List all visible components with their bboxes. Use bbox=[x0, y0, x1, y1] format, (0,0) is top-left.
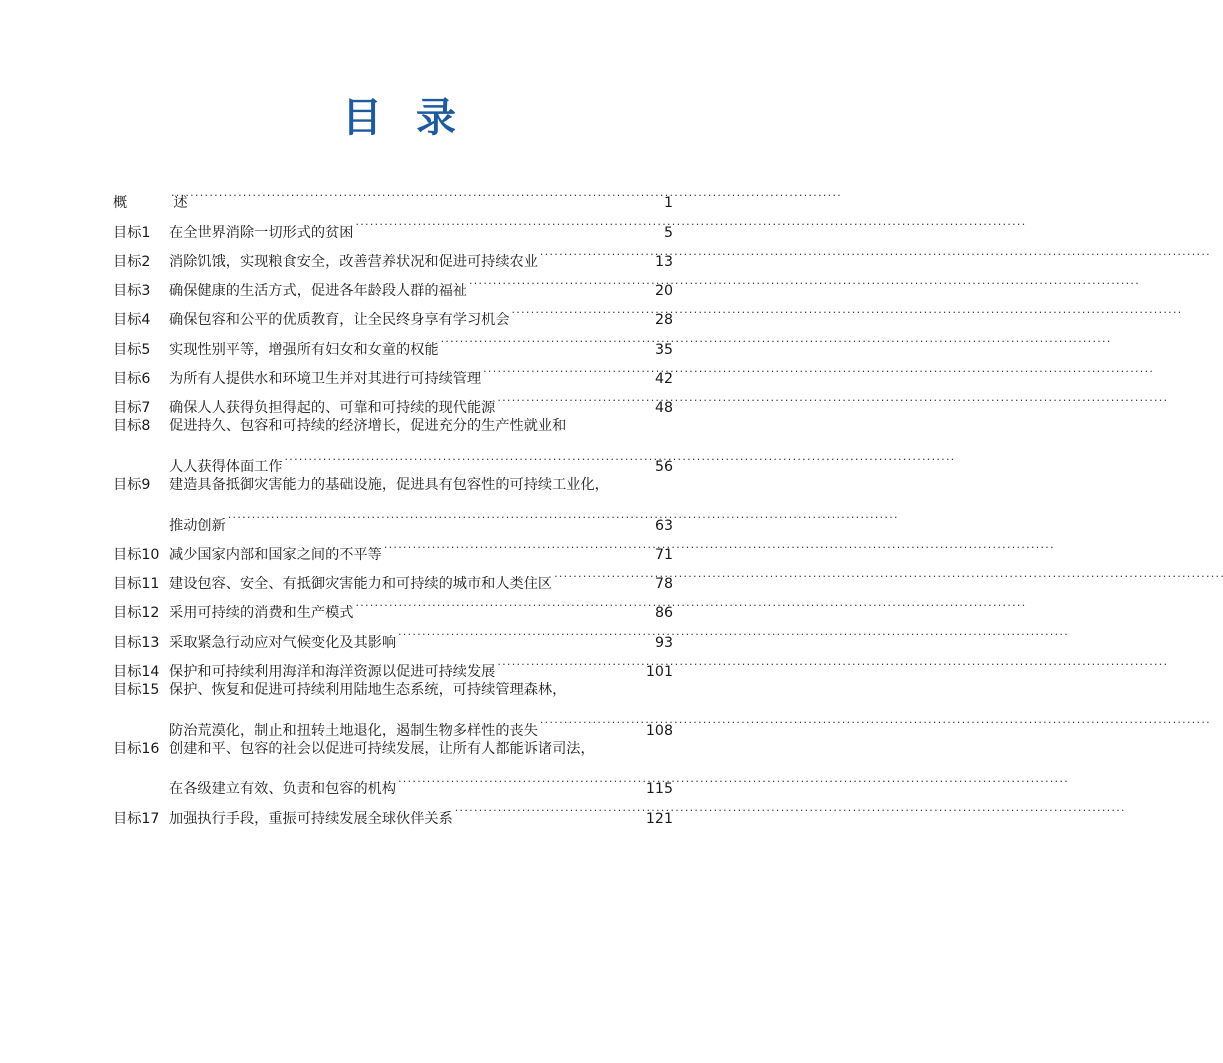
toc-page-number: 35 bbox=[654, 341, 673, 358]
toc-page-number: 63 bbox=[654, 517, 673, 534]
toc-line bbox=[113, 764, 673, 798]
toc-page-number: 13 bbox=[654, 253, 673, 270]
toc-dot-leader bbox=[512, 295, 653, 324]
toc-entry-title: 促进持久、包容和可持续的经济增长，促进充分的生产性就业和 bbox=[169, 418, 567, 435]
toc-entry-title: 消除饥饿，实现粮食安全，改善营养状况和促进可持续农业 bbox=[169, 253, 538, 270]
toc-entry[interactable] bbox=[113, 354, 673, 388]
toc-entry[interactable] bbox=[113, 617, 673, 651]
toc-line bbox=[113, 530, 673, 563]
toc-entry-title: 防治荒漠化，制止和扭转土地退化，遏制生物多样性的丧失 bbox=[169, 722, 538, 739]
toc-entry-title: 建造具备抵御灾害能力的基础设施，促进具有包容性的可持续工业化， bbox=[169, 476, 609, 493]
toc-entry[interactable] bbox=[113, 324, 673, 358]
toc-dot-leader bbox=[398, 764, 644, 793]
toc-entry-label: 目标10 bbox=[113, 546, 160, 563]
toc-entry-title: 减少国家内部和国家之间的不平等 bbox=[169, 546, 382, 563]
toc-dot-leader bbox=[455, 793, 644, 822]
toc-dot-leader bbox=[355, 207, 662, 236]
toc-line bbox=[113, 647, 673, 681]
toc-line bbox=[113, 207, 673, 241]
toc-page-number: 56 bbox=[654, 458, 673, 475]
toc-page-number: 86 bbox=[654, 605, 673, 622]
toc-page-number: 121 bbox=[645, 810, 673, 827]
toc-entry[interactable] bbox=[113, 178, 673, 212]
toc-entry-title: 确保健康的生活方式，促进各年龄段人群的福祉 bbox=[169, 283, 467, 300]
toc-entry[interactable] bbox=[113, 266, 673, 300]
toc-page-number: 115 bbox=[645, 781, 673, 798]
toc-dot-leader bbox=[384, 530, 653, 559]
toc-entry-title: 人人获得体面工作 bbox=[169, 458, 283, 475]
toc-entry-title: 采取紧急行动应对气候变化及其影响 bbox=[169, 634, 397, 651]
toc-line bbox=[113, 178, 673, 212]
toc-entry[interactable] bbox=[113, 559, 673, 593]
toc-page-number: 71 bbox=[654, 546, 673, 563]
toc-line bbox=[113, 617, 673, 651]
toc-entry-label: 概 述 bbox=[113, 195, 204, 212]
toc-entry-title: 在各级建立有效、负责和包容的机构 bbox=[169, 781, 397, 798]
toc-dot-leader bbox=[441, 324, 653, 353]
toc-line bbox=[113, 500, 673, 534]
toc-line bbox=[113, 735, 673, 764]
toc-entry-label: 目标5 bbox=[113, 341, 151, 358]
toc-page-number: 20 bbox=[654, 283, 673, 300]
toc-dot-leader bbox=[540, 705, 644, 734]
toc-entry-title: 确保包容和公平的优质教育，让全民终身享有学习机会 bbox=[169, 312, 510, 329]
toc-line bbox=[113, 354, 673, 388]
toc-entry-label: 目标15 bbox=[113, 682, 160, 699]
toc-entry[interactable] bbox=[113, 647, 673, 681]
toc-entry[interactable] bbox=[113, 793, 673, 827]
toc-entry-label: 目标17 bbox=[113, 810, 160, 827]
toc-dot-leader bbox=[483, 354, 653, 383]
toc-page-number: 42 bbox=[654, 371, 673, 388]
toc-dot-leader bbox=[398, 617, 653, 646]
toc-entry-label: 目标9 bbox=[113, 476, 151, 493]
toc-entry-title: 采用可持续的消费和生产模式 bbox=[169, 605, 354, 622]
toc-dot-leader bbox=[540, 237, 653, 266]
toc-line bbox=[113, 793, 673, 827]
toc-line bbox=[113, 442, 673, 475]
toc-entry[interactable] bbox=[113, 676, 673, 739]
toc-line bbox=[113, 588, 673, 622]
toc-dot-leader bbox=[469, 266, 653, 295]
page-title: 目 录 bbox=[342, 95, 466, 141]
toc-entry-label: 目标6 bbox=[113, 371, 151, 388]
toc-line bbox=[113, 676, 673, 705]
toc-page-number: 48 bbox=[654, 400, 673, 417]
toc-page-number: 108 bbox=[645, 722, 673, 739]
toc-dot-leader bbox=[355, 588, 652, 617]
toc-entry-label: 目标2 bbox=[113, 253, 151, 270]
toc-dot-leader bbox=[171, 178, 662, 207]
toc-line bbox=[113, 383, 673, 417]
toc-entry[interactable] bbox=[113, 295, 673, 329]
toc-entry-label: 目标4 bbox=[113, 312, 151, 329]
toc-entry-title: 为所有人提供水和环境卫生并对其进行可持续管理 bbox=[169, 371, 482, 388]
toc-page-number: 101 bbox=[645, 664, 673, 681]
toc-entry-label: 目标12 bbox=[113, 605, 160, 622]
toc-page-number: 1 bbox=[663, 195, 673, 212]
table-of-contents bbox=[113, 178, 673, 827]
toc-entry-label: 目标7 bbox=[113, 400, 151, 417]
toc-line bbox=[113, 295, 673, 329]
toc-entry-title: 建设包容、安全、有抵御灾害能力和可持续的城市和人类住区 bbox=[169, 576, 553, 593]
toc-entry-label: 目标3 bbox=[113, 283, 151, 300]
toc-entry-label: 目标11 bbox=[113, 576, 160, 593]
toc-entry[interactable] bbox=[113, 207, 673, 241]
toc-entry-label: 目标1 bbox=[113, 224, 151, 241]
toc-entry-title: 确保人人获得负担得起的、可靠和可持续的现代能源 bbox=[169, 400, 496, 417]
toc-entry[interactable] bbox=[113, 383, 673, 417]
toc-entry-label: 目标8 bbox=[113, 418, 151, 435]
toc-entry-title: 加强执行手段，重振可持续发展全球伙伴关系 bbox=[169, 810, 453, 827]
toc-page-number: 93 bbox=[654, 634, 673, 651]
toc-page-number: 5 bbox=[663, 224, 673, 241]
toc-entry[interactable] bbox=[113, 735, 673, 798]
toc-line bbox=[113, 237, 673, 270]
toc-page-number: 28 bbox=[654, 312, 673, 329]
toc-entry-label: 目标13 bbox=[113, 634, 160, 651]
toc-entry[interactable] bbox=[113, 588, 673, 622]
toc-line bbox=[113, 559, 673, 593]
toc-entry-title: 保护、恢复和促进可持续利用陆地生态系统，可持续管理森林， bbox=[169, 682, 567, 699]
toc-page-number: 78 bbox=[654, 576, 673, 593]
toc-line bbox=[113, 412, 673, 441]
toc-dot-leader bbox=[228, 500, 653, 529]
toc-entry-title: 在全世界消除一切形式的贫困 bbox=[169, 224, 354, 241]
toc-line bbox=[113, 324, 673, 358]
toc-entry-label: 目标16 bbox=[113, 740, 160, 757]
toc-dot-leader bbox=[554, 559, 653, 588]
toc-entry[interactable] bbox=[113, 237, 673, 270]
toc-entry[interactable] bbox=[113, 412, 673, 475]
toc-dot-leader bbox=[497, 647, 644, 676]
toc-dot-leader bbox=[497, 383, 653, 412]
toc-entry-label: 目标14 bbox=[113, 664, 160, 681]
toc-line bbox=[113, 266, 673, 300]
toc-dot-leader bbox=[285, 442, 653, 471]
toc-entry-title: 创建和平、包容的社会以促进可持续发展，让所有人都能诉诸司法， bbox=[169, 740, 595, 757]
toc-line bbox=[113, 705, 673, 739]
toc-entry[interactable] bbox=[113, 471, 673, 534]
toc-entry-title: 推动创新 bbox=[169, 517, 226, 534]
toc-line bbox=[113, 471, 673, 500]
toc-entry-title: 保护和可持续利用海洋和海洋资源以促进可持续发展 bbox=[169, 664, 496, 681]
toc-entry[interactable] bbox=[113, 530, 673, 563]
toc-entry-title: 实现性别平等，增强所有妇女和女童的权能 bbox=[169, 341, 439, 358]
